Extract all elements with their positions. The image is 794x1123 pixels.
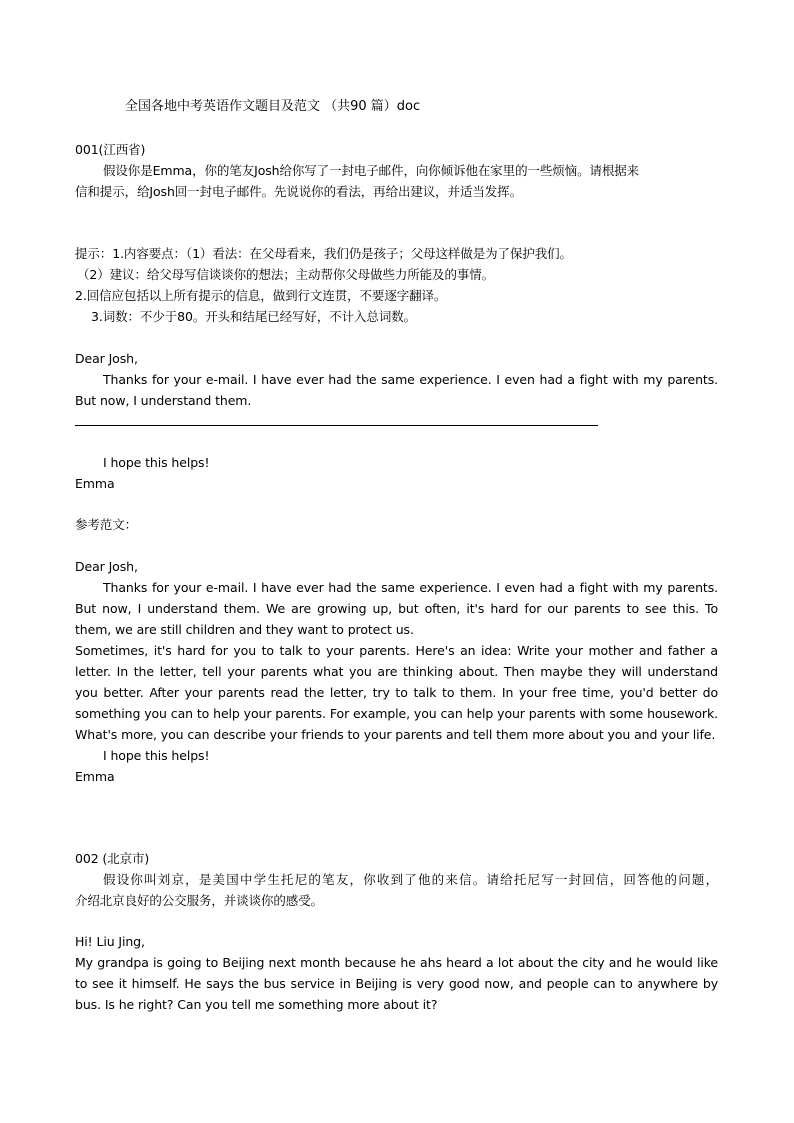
- q1-prompt-line-2: 信和提示，给Josh回一封电子邮件。先说说你的看法，再给出建议，并适当发挥。: [75, 184, 522, 199]
- q1-tips-line-3: 2.回信应包括以上所有提示的信息，做到行文连贯，不要逐字翻译。: [75, 288, 447, 303]
- q1-tips-line-1: 提示：1.内容要点：（1）看法：在父母看来，我们仍是孩子；父母这样做是为了保护我们。: [75, 246, 572, 261]
- q1-letter-line-1: Thanks for your e-mail. I have ever had the same experience. I even had a fight with my parents.: [103, 372, 718, 387]
- q2-prompt-line-1: 假设你叫刘京，是美国中学生托尼的笔友，你收到了他的来信。请给托尼写一封回信，回答他的问题，: [103, 872, 718, 887]
- sample-line: But now, I understand them. We are growing up, but often, it's hard for our parents to see this. To: [75, 601, 718, 616]
- q1-tips-line-4: 3.词数：不少于80。开头和结尾已经写好，不计入总词数。: [91, 309, 417, 324]
- sample-greeting: Dear Josh,: [75, 559, 138, 574]
- sample-line: Sometimes, it's hard for you to talk to your parents. Here's an idea: Write your mother and father a: [75, 643, 718, 658]
- sample-signature: Emma: [75, 769, 115, 784]
- document-title: 全国各地中考英语作文题目及范文 （共90 篇）doc: [125, 99, 421, 114]
- sample-line: you better. After your parents read the letter, try to talk to them. In your free time, you'd better do: [75, 685, 718, 700]
- q1-letter-closing: I hope this helps!: [103, 455, 210, 470]
- sample-closing: I hope this helps!: [103, 748, 210, 763]
- q2-letter-line: My grandpa is going to Beijing next month because he ahs heard a lot about the city and he would like: [75, 955, 718, 970]
- sample-line: What's more, you can describe your friends to your parents and tell them more about you and your life.: [75, 727, 716, 742]
- sample-line: them, we are still children and they want to protect us.: [75, 622, 414, 637]
- q1-letter-line-2: But now, I understand them.: [75, 393, 252, 408]
- sample-line: letter. In the letter, tell your parents what you are thinking about. Then maybe they will understand: [75, 664, 718, 679]
- q2-letter-greeting: Hi! Liu Jing,: [75, 934, 145, 949]
- sample-line: something you can to help your parents. For example, you can help your parents with some housework.: [75, 706, 718, 721]
- q1-letter-greeting: Dear Josh,: [75, 351, 138, 366]
- answer-blank-line: [75, 425, 598, 426]
- sample-line: Thanks for your e-mail. I have ever had the same experience. I even had a fight with my parents.: [103, 580, 718, 595]
- q2-letter-line: to see it himself. He says the bus service in Beijing is very good now, and people can to anywhere by: [75, 976, 718, 991]
- q1-tips-line-2: （2）建议：给父母写信谈谈你的想法；主动帮你父母做些力所能及的事情。: [77, 267, 495, 282]
- q2-letter-line: bus. Is he right? Can you tell me something more about it?: [75, 997, 438, 1012]
- sample-essay-label: 参考范文：: [75, 517, 138, 532]
- q1-label: 001(江西省): [75, 142, 146, 157]
- q1-prompt-line-1: 假设你是Emma，你的笔友Josh给你写了一封电子邮件，向你倾诉他在家里的一些烦恼。请根据来: [103, 163, 640, 178]
- q1-letter-signature: Emma: [75, 476, 115, 491]
- q2-prompt-line-2: 介绍北京良好的公交服务，并谈谈你的感受。: [75, 893, 324, 908]
- q2-label: 002 (北京市): [75, 851, 150, 866]
